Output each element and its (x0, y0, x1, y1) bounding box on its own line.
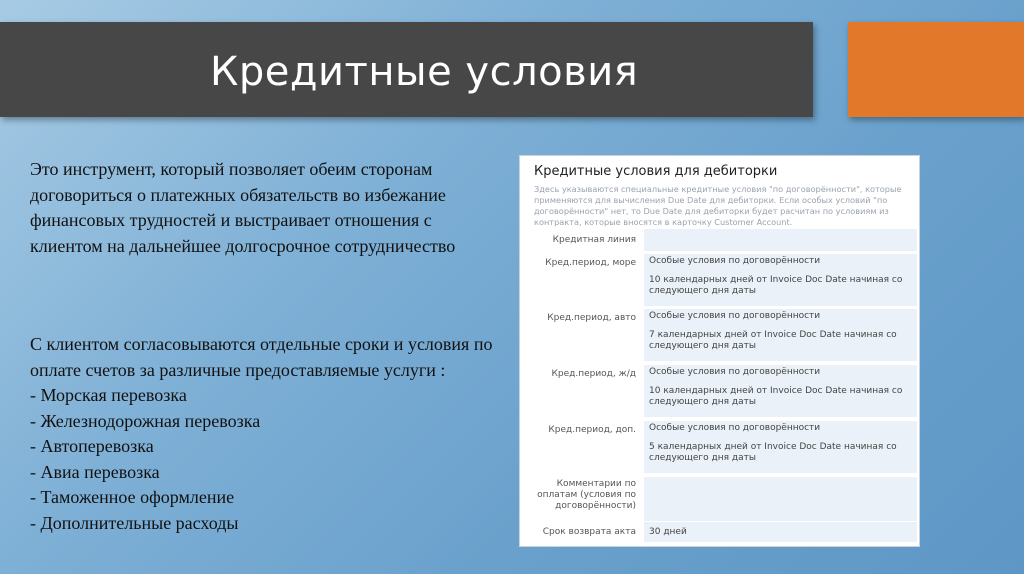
list-item: - Морская перевозка (30, 385, 187, 405)
form-row-extra-period (526, 421, 917, 473)
field-detail: 10 календарных дней от Invoice Doc Date начиная со следующего дня даты (649, 386, 903, 407)
form-row-auto-period (526, 309, 917, 361)
slide-title: Кредитные условия (210, 49, 639, 95)
accent-block (848, 22, 1024, 117)
credit-line-field[interactable] (644, 229, 917, 251)
form-row-act-return (526, 522, 917, 542)
rail-period-field[interactable] (644, 365, 917, 417)
field-detail: 7 календарных дней от Invoice Doc Date начиная со следующего дня даты (649, 330, 897, 351)
list-item: - Таможенное оформление (30, 487, 235, 507)
field-label: Кред.период, ж/д (526, 365, 642, 417)
field-value: Особые условия по договорённости (649, 367, 821, 377)
services-lead: С клиентом согласовываются отдельные сроки и условия по оплате счетов за различные предоставляемые услуги : (30, 334, 493, 380)
field-value: Особые условия по договорённости (649, 256, 821, 266)
field-label: Кредитная линия (526, 229, 642, 251)
intro-paragraph: Это инструмент, который позволяет обеим сторонам договориться о платежных обязательств во избежание финансовых трудностей и выстраивает отношения с клиентом на дальнейшее долгосрочное сотрудничество (30, 159, 456, 256)
form-row-sea-period (526, 254, 917, 306)
list-item: - Авиа перевозка (30, 461, 160, 482)
list-item: - Дополнительные расходы (30, 512, 239, 533)
payment-comments-field[interactable] (644, 477, 917, 521)
list-item: - Автоперевозка (30, 436, 154, 456)
field-label: Кред.период, доп. (526, 421, 642, 473)
auto-period-field[interactable] (644, 309, 917, 361)
field-label: Комментарии по оплатам (условия по договорённости) (526, 477, 642, 521)
services-list (30, 383, 500, 536)
title-bar (0, 22, 813, 117)
field-value: Особые условия по договорённости (649, 311, 821, 321)
form-row-rail-period (526, 365, 917, 417)
field-value: Особые условия по договорённости (649, 423, 821, 433)
extra-period-field[interactable] (644, 421, 917, 473)
field-detail: 5 календарных дней от Invoice Doc Date начиная со следующего дня даты (649, 442, 897, 463)
field-label: Кред.период, авто (526, 309, 642, 361)
act-return-field[interactable] (644, 522, 917, 542)
credit-terms-panel (519, 155, 920, 547)
services-paragraph (30, 332, 500, 536)
list-item: - Железнодорожная перевозка (30, 410, 261, 431)
form-row-credit-line (526, 229, 917, 251)
field-detail: 10 календарных дней от Invoice Doc Date начиная со следующего дня даты (649, 275, 903, 296)
form-row-payment-comments (526, 477, 917, 521)
panel-title: Кредитные условия для дебиторки (534, 164, 778, 179)
field-value: 30 дней (649, 527, 687, 537)
panel-description: Здесь указываются специальные кредитные условия "по договорённости", которые применяются для вычисления Due Date для дебиторки. Если особых условий "по договорённости" нет, то Due Date для дебиторки будет расчитан по условиям из контракта, которые вносятся в карточку Customer Account. (534, 184, 902, 227)
field-label: Кред.период, море (526, 254, 642, 306)
sea-period-field[interactable] (644, 254, 917, 306)
field-label: Срок возврата акта (526, 522, 642, 542)
